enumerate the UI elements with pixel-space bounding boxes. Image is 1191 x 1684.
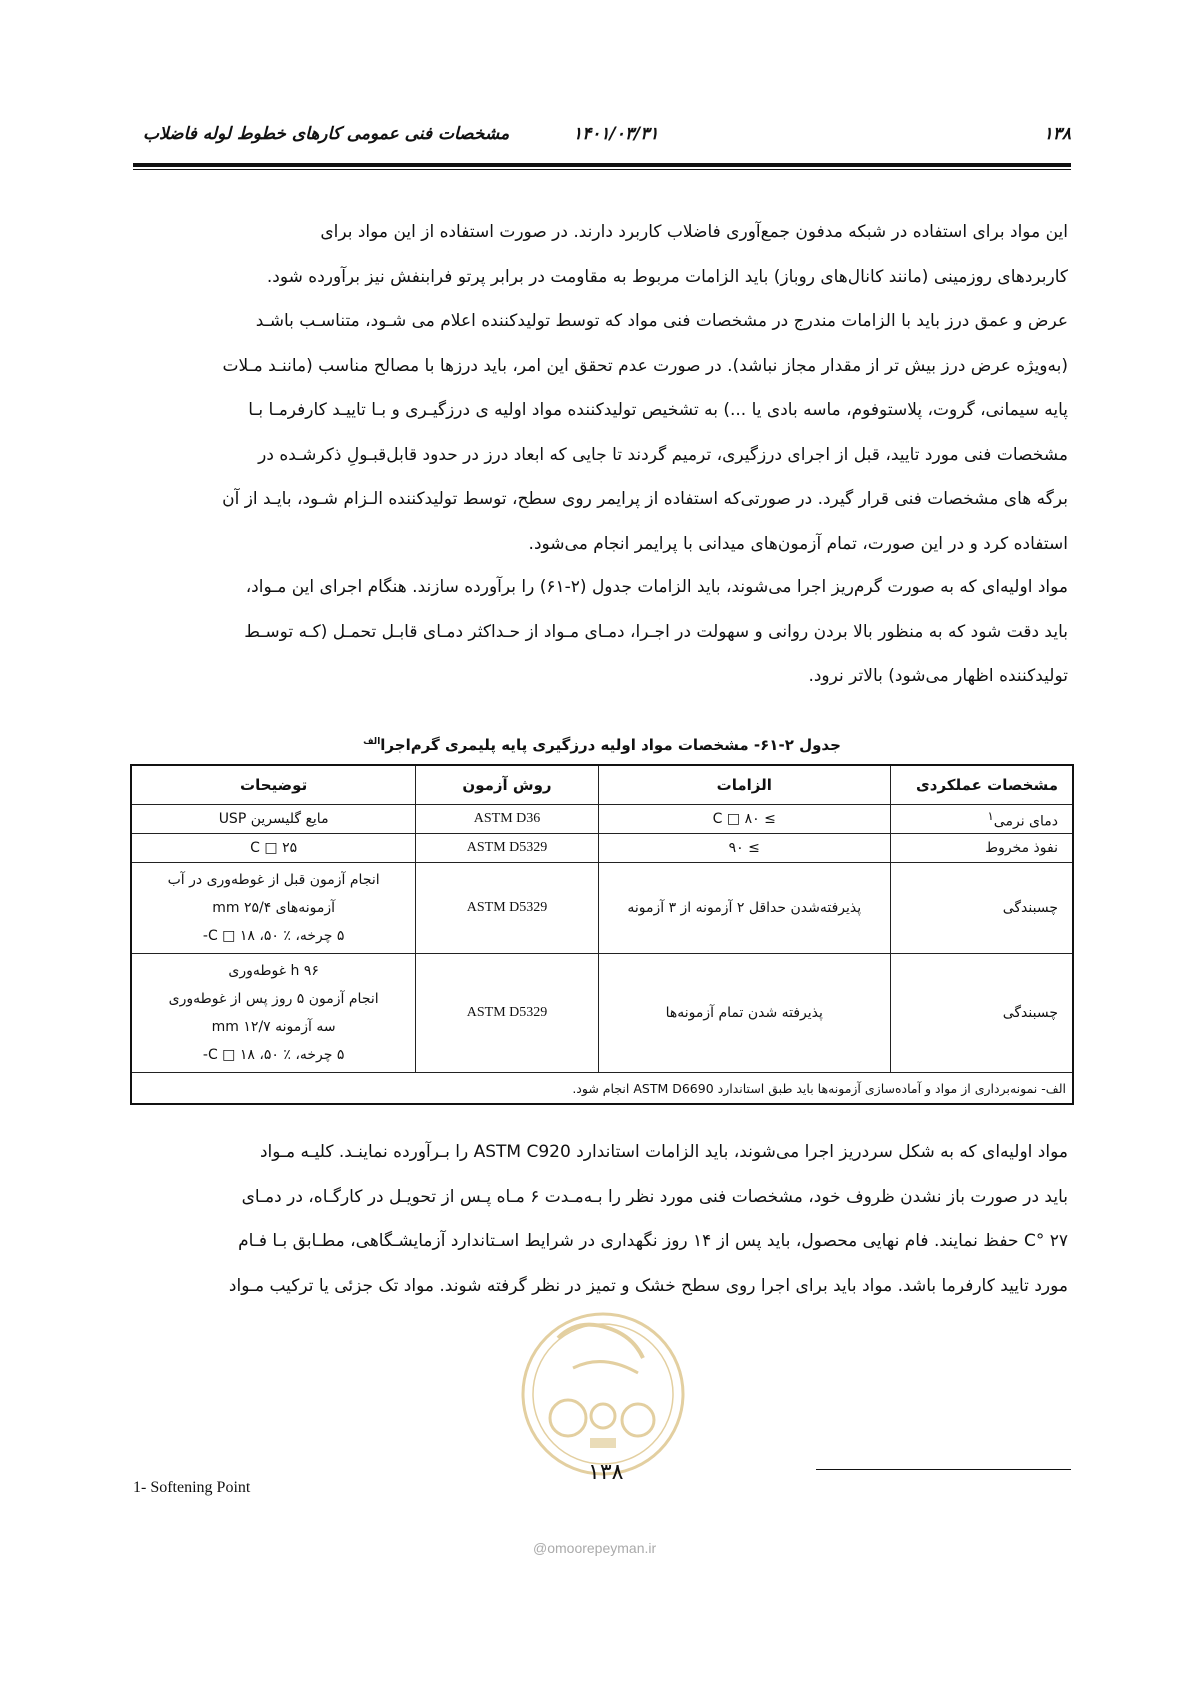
description-line: سه آزمونه ۱۲/۷ mm xyxy=(211,1019,336,1035)
paragraph-line: باید دقت شود که به منظور بالا بردن روانی و سهولت در اجـرا، دمـای مـواد از حـداکثر دمـای قابـل تحمـل (کـه توسـط xyxy=(244,621,1068,642)
paragraph-line: کاربردهای روزمینی (مانند کانال‌های روباز) باید الزامات مربوط به مقاومت در برابر پرتو فرابنفش نیز برآورده شود. xyxy=(266,266,1068,287)
footnote-marker: ۱ xyxy=(987,808,994,823)
paragraph-line: مورد تایید کارفرما باشد. مواد باید برای اجرا روی سطح خشک و تمیز در نظر گرفته شوند. مواد تک جزئی یا ترکیب مـواد xyxy=(228,1275,1068,1296)
cell-requirement: پذیرفته شدن تمام آزمونه‌ها xyxy=(598,954,890,1073)
description-line: ۵ چرخه، ٪ ۵۰، C □ ۱۸- xyxy=(202,928,345,944)
description-line: انجام آزمون قبل از غوطه‌وری در آب xyxy=(167,872,380,888)
paragraph-line: این مواد برای استفاده در شبکه مدفون جمع‌آوری فاضلاب کاربرد دارند. در صورت استفاده از این مواد برای xyxy=(320,222,1068,242)
paragraph-line: مشخصات فنی مورد تایید، قبل از اجرای درزگیری، ترمیم گردند تا جایی که ابعاد درز در حدود قابل‌قبـولِ ذکرشـده در xyxy=(258,444,1068,465)
table-row xyxy=(131,863,1073,954)
paragraph-line: باید در صورت باز نشدن ظروف خود، مشخصات فنی مورد نظر را بـه‌مـدت ۶ مـاه پـس از تحویـل در کارگـاه، در دمـای xyxy=(241,1186,1068,1207)
table-caption-text: جدول ۲-۶۱- مشخصات مواد اولیه درزگیری پایه پلیمری گرم‌اجرا xyxy=(380,736,841,754)
paragraph-line: برگه های مشخصات فنی قرار گیرد. در صورتی‌که استفاده از پرایمر روی سطح، توسط تولیدکننده الـزام شـود، بایـد از آن xyxy=(222,489,1068,509)
cell-performance: چسبندگی xyxy=(890,863,1073,954)
description-line: آزمونه‌های ۲۵/۴ mm xyxy=(212,900,336,916)
table-row xyxy=(131,834,1073,863)
cell-method: ASTM D5329 xyxy=(416,863,598,954)
cell-requirement: پذیرفته‌شدن حداقل ۲ آزمونه از ۳ آزمونه xyxy=(598,863,890,954)
header-method: روش آزمون xyxy=(416,765,598,805)
watermark-page-number: ۱۳۸ xyxy=(588,1460,624,1485)
paragraph-line: مواد اولیه‌ای که به صورت گرم‌ریز اجرا می‌شوند، باید الزامات جدول (۲-۶۱) را برآورده سازند. هنگام اجرای این مـواد، xyxy=(245,577,1068,597)
header-rule-thin xyxy=(133,169,1071,170)
cell-performance: چسبندگی xyxy=(890,954,1073,1073)
spec-table xyxy=(130,764,1074,1105)
table-row xyxy=(131,954,1073,1073)
cell-requirement: ≥ ۸۰ □ C xyxy=(598,805,890,834)
cell-requirement: ≥ ۹۰ xyxy=(598,834,890,863)
header-requirements: الزامات xyxy=(598,765,890,805)
cell-performance xyxy=(890,805,1073,834)
cell-performance: نفوذ مخروط xyxy=(890,834,1073,863)
footnote-rule xyxy=(816,1469,1071,1470)
header-title: مشخصات فنی عمومی کارهای خطوط لوله فاضلاب xyxy=(143,124,510,144)
header-rule xyxy=(133,163,1071,167)
paragraph-line: ۲۷ °C حفظ نمایند. فام نهایی محصول، باید پس از ۱۴ روز نگهداری در شرایط اسـتاندارد آزمایشـگاهی، مطـابق بـا فـام xyxy=(238,1231,1068,1251)
table-footnote-row xyxy=(131,1073,1073,1105)
header-performance: مشخصات عملکردی xyxy=(890,765,1073,805)
header-date: ۱۴۰۱/۰۳/۳۱ xyxy=(573,124,659,144)
cell-description: ۲۵ □ C xyxy=(131,834,416,863)
cell-method: ASTM D5329 xyxy=(416,954,598,1073)
paragraph-line: استفاده کرد و در این صورت، تمام آزمون‌های میدانی با پرایمر انجام می‌شود. xyxy=(528,533,1068,554)
performance-text: دمای نرمی xyxy=(993,813,1058,830)
watermark-site: @omoorepeyman.ir xyxy=(533,1540,657,1556)
paragraph-line: (به‌ویژه عرض درز بیش تر از مقدار مجاز نباشد). در صورت عدم تحقق این امر، باید درزها با مصالح مناسب (ماننـد مـلات xyxy=(222,355,1068,376)
description-line: ۵ چرخه، ٪ ۵۰، C □ ۱۸- xyxy=(202,1047,345,1063)
table-row xyxy=(131,805,1073,834)
cell-method: ASTM D5329 xyxy=(416,834,598,863)
paragraph-line: عرض و عمق درز باید با الزامات مندرج در مشخصات فنی مواد که توسط تولیدکننده اعلام می شـود، متناسـب باشـد xyxy=(255,311,1068,331)
description-line: ۹۶ h غوطه‌وری xyxy=(228,963,319,979)
paragraph-4 xyxy=(140,1130,1068,1308)
table-header-row xyxy=(131,765,1073,805)
header-page-number: ۱۳۸ xyxy=(1043,124,1071,144)
cell-description xyxy=(131,863,416,954)
cell-description: مایع گلیسرین USP xyxy=(131,805,416,834)
footnote-text: 1- Softening Point xyxy=(133,1479,251,1496)
page-header xyxy=(133,118,1071,158)
cell-method: ASTM D36 xyxy=(416,805,598,834)
paragraph-line: تولیدکننده اظهار می‌شود) بالاتر نرود. xyxy=(808,666,1068,686)
table-footnote: الف- نمونه‌برداری از مواد و آماده‌سازی آزمونه‌ها باید طبق استاندارد ASTM D6690 انجام شود. xyxy=(131,1073,1073,1105)
paragraph-3 xyxy=(140,565,1068,699)
description-line: انجام آزمون ۵ روز پس از غوطه‌وری xyxy=(168,991,379,1007)
header-description: توضیحات xyxy=(131,765,416,805)
cell-description xyxy=(131,954,416,1073)
paragraph-line: پایه سیمانی، گروت، پلاستوفوم، ماسه بادی یا ...) به تشخیص تولیدکننده مواد اولیه ی درزگیـری و بـا تاییـد کارفرمـا بـا xyxy=(248,400,1068,420)
table-caption-sup: الف xyxy=(363,737,381,747)
paragraph-line: مواد اولیه‌ای که به شکل سردریز اجرا می‌شوند، باید الزامات استاندارد ASTM C920 را بـرآورده نماینـد. کلیـه مـواد xyxy=(259,1142,1068,1162)
paragraph-2 xyxy=(140,299,1068,566)
table-caption xyxy=(133,736,1071,754)
paragraph-1 xyxy=(140,210,1068,299)
